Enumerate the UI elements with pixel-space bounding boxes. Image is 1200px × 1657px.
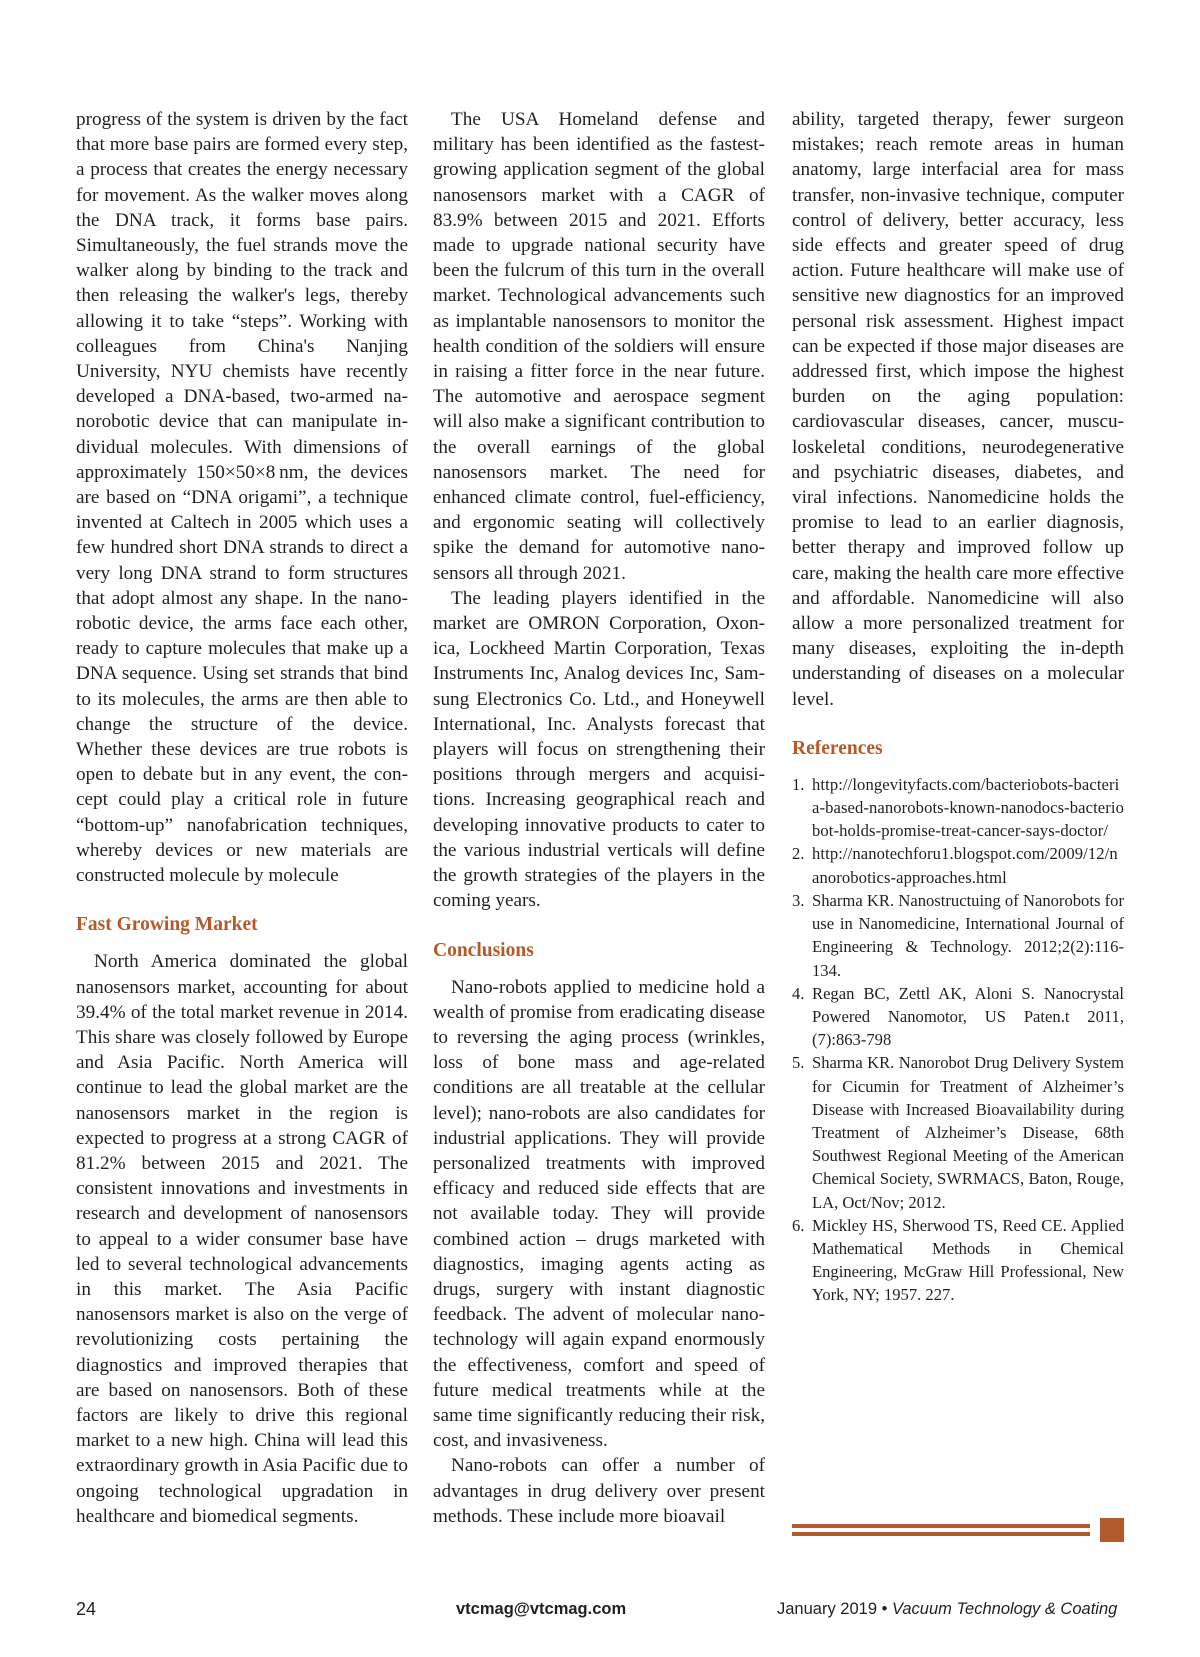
reference-item <box>792 889 1124 982</box>
body-paragraph: North America dominated the global nanosensors market, accounting for about 39.4% of the total market revenue in 2014. This share was closely followed by Europe and Asia Pacific. North America will continue to lead the global market are the nanosensors market in the region is expected to progress at a strong CAGR of 81.2% between 2015 and 2021. The consistent innovations and investments in research and development of nanosensors to appeal to a wider consumer base have led to several technological advancements in this market. The Asia Pacific nanosensors market is also on the verge of revolutionizing costs pertaining the diagnostics and improved therapies that are based on nanosensors. Both of these factors are likely to drive this regional market to a new high. China will lead this extraordinary growth in Asia Pacific due to ongoing technological upgradation in healthcare and biomedical segments. <box>76 951 408 1527</box>
reference-number: 5. <box>792 1053 805 1073</box>
rule-line <box>792 1524 1090 1528</box>
section-heading-conclusions: Conclusions <box>433 939 534 961</box>
column-3 <box>792 107 1124 1307</box>
page-number: 24 <box>76 1599 97 1619</box>
body-paragraph: progress of the system is driven by the fact that more base pairs are formed every step, a process that creates the energy necessary for movement. As the walker moves along the DNA track, it forms base pairs. Simultaneously, the fuel strands move the walker along by binding to the track and then releasing the walker's legs, thereby allowing it to take “steps”. Working with colleagues from China's Nanjing University, NYU chemists have recently developed a DNA-based, two-armed nanorobotic device that can manipulate individual molecules. With dimensions of approximately 150×50×8 nm, the devices are based on “DNA origami”, a technique invented at Caltech in 2005 which uses a few hundred short DNA strands to direct a very long DNA strand to form structures that adopt almost any shape. In the nanorobotic device, the arms face each other, ready to capture molecules that make up a DNA sequence. Using set strands that bind to its molecules, the arms are then able to change the structure of the device. Whether these devices are true robots is open to debate but in any event, the concept could play a critical role in future “bottom-up” nanofabrication techniques, whereby devices or new materials are constructed molecule by molecule <box>76 109 408 887</box>
column-1 <box>76 107 408 1529</box>
rule-square-icon <box>1100 1518 1124 1542</box>
body-paragraph: The USA Homeland defense and military has been identified as the fastest-growing application segment of the global nanosensors market with a CAGR of 83.9% between 2015 and 2021. Efforts made to upgrade national security have been the fulcrum of this turn in the overall market. Technological advancements such as implantable nanosensors to monitor the health condition of the soldiers will ensure in raising a fitter force in the near future. The automotive and aerospace segment will also make a significant contribution to the overall earnings of the global nanosensors market. The need for enhanced climate control, fuel-efficiency, and ergonomic seating will collectively spike the demand for automotive nanosensors all through 2021. <box>433 109 765 584</box>
issue-date: January 2019 <box>777 1600 877 1618</box>
reference-item <box>792 982 1124 1052</box>
references-list <box>792 773 1124 1307</box>
footer-email-link[interactable]: vtcmag@vtcmag.com <box>456 1600 627 1618</box>
reference-number: 1. <box>792 774 805 794</box>
body-paragraph: ability, targeted therapy, fewer surgeon mistakes; reach remote areas in human anatomy, large interfacial area for mass transfer, non-invasive technique, computer control of delivery, better accuracy, less side effects and greater speed of drug action. Future healthcare will make use of sensitive new diagnostics for an improved personal risk assessment. Highest impact can be expected if those major diseases are addressed first, which impose the highest burden on the aging population: cardiovascular diseases, cancer, musculoskeletal conditions, neurodegenerative and psychiatric diseases, diabetes, and viral infections. Nanomedicine holds the promise to lead to an earlier diagnosis, better therapy and improved follow up care, making the health care more effective and affordable. Nanomedicine will also allow a more personalized treatment for many diseases, exploiting the in-depth understanding of diseases on a molecular level. <box>792 109 1124 710</box>
bullet-separator: • <box>881 1600 888 1618</box>
reference-number: 3. <box>792 890 805 910</box>
reference-text: Sharma KR. Nanorobot Drug Delivery System for Cicumin for Treatment of Alzheimer’s Disease with Increased Bioavailability during Treatment of Alzheimer’s Disease, 68th Southwest Regional Meeting of the American Chemical Society, SWRMACS, Baton, Rouge, LA, Oct/Nov; 2012. <box>812 1053 1124 1212</box>
reference-number: 2. <box>792 844 805 864</box>
reference-number: 4. <box>792 983 805 1003</box>
reference-text: Sharma KR. Nanostructuing of Nanorobots for use in Nanomedicine, International Journal of Engineering & Technology. 2012;2(2):116-134. <box>812 890 1124 980</box>
reference-link[interactable]: http://nanotechforu1.blogspot.com/2009/12/nanorobotics-approaches.html <box>812 844 1118 887</box>
section-heading-references: References <box>792 737 883 759</box>
reference-item <box>792 1051 1124 1213</box>
section-heading-fast-growing-market: Fast Growing Market <box>76 914 258 936</box>
body-paragraph: The leading players identified in the market are OMRON Corporation, Oxonica, Lockheed Martin Corporation, Texas Instruments Inc, Analog devices Inc, Samsung Electronics Co. Ltd., and Honeywell International, Inc. Analysts forecast that players will focus on strengthening their positions through mergers and acquisitions. Increasing geographical reach and developing innovative products to cater to the various industrial verticals will define the growth strategies of the players in the coming years. <box>433 587 765 912</box>
reference-text: Mickley HS, Sherwood TS, Reed CE. Applied Mathematical Methods in Chemical Engineering, McGraw Hill Professional, New York, NY; 1957. 227. <box>812 1215 1124 1305</box>
body-paragraph: Nano-robots can offer a number of advantages in drug delivery over present methods. These include more bioavail <box>433 1455 765 1527</box>
body-paragraph: Nano-robots applied to medicine hold a wealth of promise from eradicating disease to reversing the aging process (wrinkles, loss of bone mass and age-related conditions are all treatable at the cellular level); nano-robots are also candidates for industrial applications. They will provide personalized treatments with improved efficacy and reduced side effects that are not available today. They will provide combined action – drugs marketed with diagnostics, imaging agents acting as drugs, surgery with instant diagnostic feedback. The advent of molecular nanotechnology will again expand enormously the effectiveness, comfort and speed of future medical treatments while at the same time significantly reducing their risk, cost, and invasiveness. <box>433 976 765 1452</box>
reference-link[interactable]: http://longevityfacts.com/bacteriobots-bacteria-based-nanorobots-known-nanodocs-bacteriobot-holds-promise-treat-cancer-says-doctor/ <box>812 774 1124 841</box>
magazine-title: Vacuum Technology & Coating <box>891 1600 1118 1618</box>
reference-number: 6. <box>792 1215 805 1235</box>
reference-text: Regan BC, Zettl AK, Aloni S. Nanocrystal Powered Nanomotor, US Paten.t 2011, (7):863-798 <box>812 983 1124 1050</box>
rule-line <box>792 1532 1090 1536</box>
footer-issue <box>777 1600 1117 1619</box>
column-2 <box>433 107 765 1529</box>
reference-item <box>792 773 1124 843</box>
reference-item <box>792 1214 1124 1307</box>
decorative-rule <box>792 1518 1124 1542</box>
reference-item <box>792 842 1124 888</box>
